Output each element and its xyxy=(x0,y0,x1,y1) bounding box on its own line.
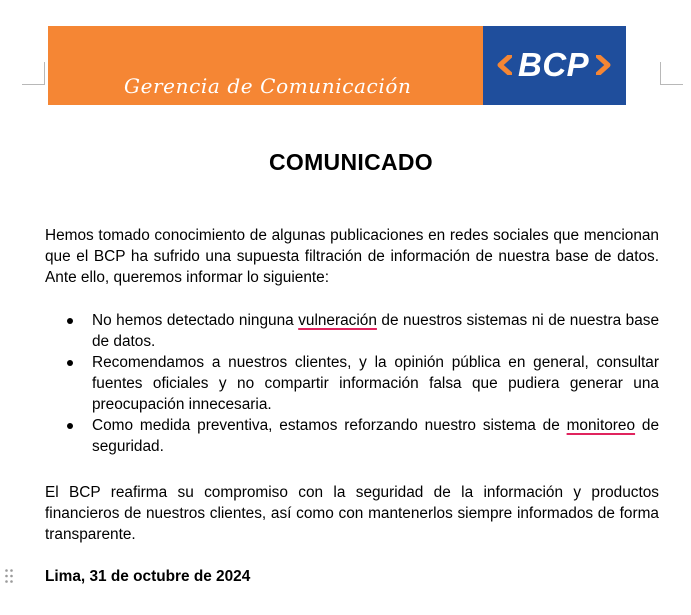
page-corner-mark-top-left xyxy=(22,62,45,85)
bullet-text: Recomendamos a nuestros clientes, y la opinión pública en general, consultar fuentes oficiales y no compartir información falsa que pudiera generar una preocupación innecesaria. xyxy=(92,354,659,413)
header-banner-blue xyxy=(483,26,626,105)
drag-handle-icon[interactable] xyxy=(4,568,14,584)
intro-paragraph: Hemos tomado conocimiento de algunas publicaciones en redes sociales que mencionan que el BCP ha sufrido una supuesta filtración de información de nuestra base de datos. Ante ello, queremos informar lo siguiente: xyxy=(45,227,659,286)
header-banner-orange xyxy=(48,26,483,105)
spellcheck-flagged-word[interactable]: vulneración xyxy=(298,312,377,329)
bullet-item xyxy=(45,352,659,415)
logo-left-chevron-icon xyxy=(496,55,512,75)
page-corner-mark-top-right xyxy=(660,62,683,85)
logo-text: BCP xyxy=(518,46,590,83)
department-title: Gerencia de Comunicación xyxy=(124,74,412,98)
bullet-text: No hemos detectado ninguna xyxy=(92,312,299,329)
bullet-item xyxy=(45,415,659,457)
bullet-icon xyxy=(67,423,73,429)
bullet-item xyxy=(45,310,659,352)
bullet-text: de seguridad. xyxy=(92,417,660,455)
bullet-text: Como medida preventiva, estamos reforzando nuestro sistema de xyxy=(92,417,567,434)
spellcheck-flagged-word[interactable]: monitoreo xyxy=(566,417,636,434)
bcp-logo xyxy=(496,46,614,84)
header-banner xyxy=(48,26,626,105)
bullet-text: de nuestros sistemas ni de nuestra base de datos. xyxy=(92,312,660,350)
logo-right-chevron-icon xyxy=(596,55,612,75)
bullet-icon xyxy=(67,318,73,324)
bullet-icon xyxy=(67,360,73,366)
closing-paragraph: El BCP reafirma su compromiso con la seguridad de la información y productos financieros de nuestros clientes, así como con mantenerlos siempre informados de forma transparente. xyxy=(45,484,659,543)
signoff-date-line: Lima, 31 de octubre de 2024 xyxy=(45,568,251,585)
document-title: COMUNICADO xyxy=(269,149,433,175)
bullet-list xyxy=(45,310,659,457)
